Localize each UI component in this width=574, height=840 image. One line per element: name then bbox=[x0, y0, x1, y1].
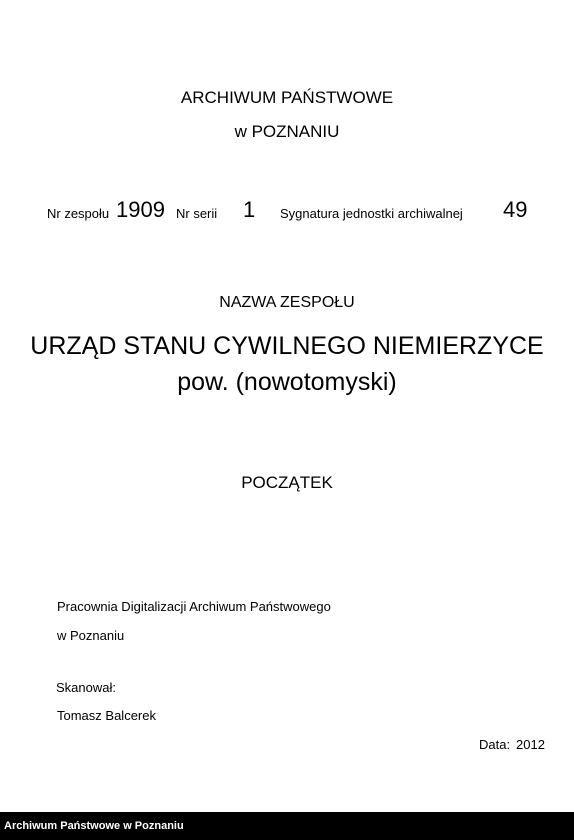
archive-name: ARCHIWUM PAŃSTWOWE bbox=[180, 88, 394, 107]
fond-subtitle: pow. (nowotomyski) bbox=[177, 368, 397, 396]
lab-city: w Poznaniu bbox=[57, 628, 125, 643]
scanned-by-label: Skanował: bbox=[56, 680, 116, 695]
archive-city: w POZNANIU bbox=[234, 122, 340, 141]
date-value: 2012 bbox=[516, 737, 545, 752]
scanned-by-name: Tomasz Balcerek bbox=[57, 708, 156, 723]
lab-name: Pracownia Digitalizacji Archiwum Państwowego bbox=[57, 599, 331, 614]
date-label: Data: bbox=[479, 737, 511, 752]
fond-name-label: NAZWA ZESPOŁU bbox=[219, 294, 355, 311]
series-number-label: Nr serii bbox=[176, 206, 218, 221]
series-number-value: 1 bbox=[243, 197, 256, 222]
footer-text: Archiwum Państwowe w Poznaniu bbox=[4, 820, 184, 832]
footer-bar bbox=[0, 812, 574, 840]
fond-title: URZĄD STANU CYWILNEGO NIEMIERZYCE bbox=[30, 332, 544, 360]
section-label: POCZĄTEK bbox=[241, 473, 333, 492]
metadata-row bbox=[0, 197, 574, 227]
signature-label: Sygnatura jednostki archiwalnej bbox=[280, 206, 463, 221]
fond-number-value: 1909 bbox=[116, 197, 165, 222]
signature-value: 49 bbox=[503, 197, 528, 222]
fond-number-label: Nr zespołu bbox=[47, 206, 110, 221]
